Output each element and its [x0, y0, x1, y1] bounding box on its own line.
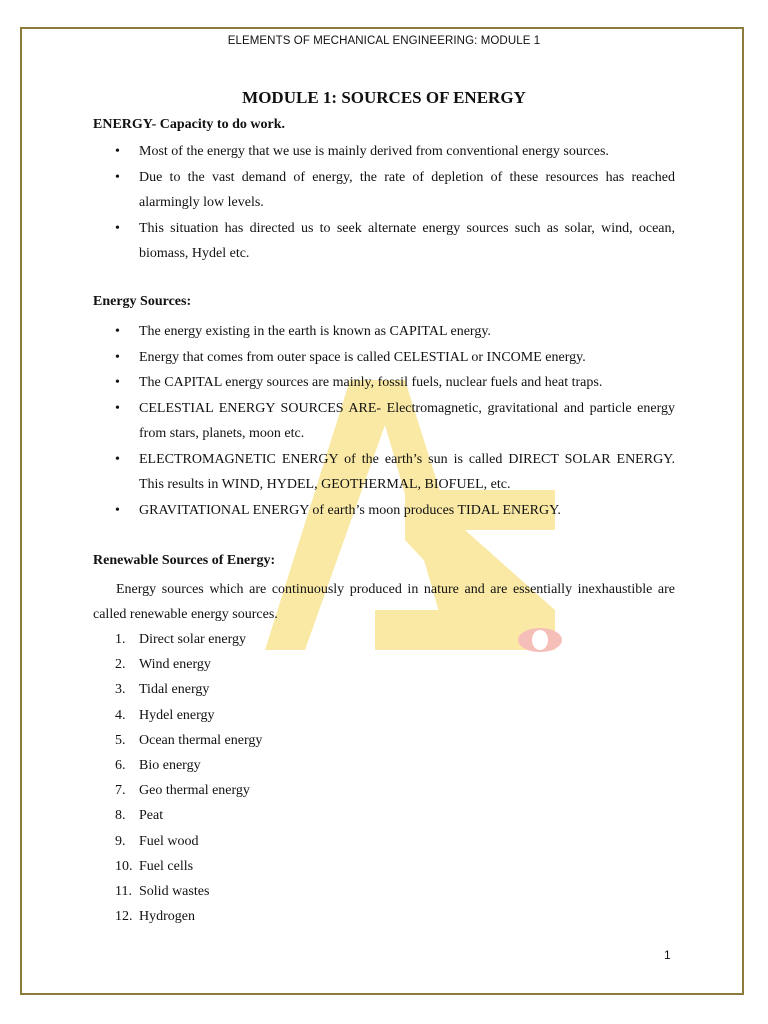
energy-sources-bullet-list — [93, 319, 675, 523]
list-item: • The CAPITAL energy sources are mainly, fossil fuels, nuclear fuels and heat traps. — [93, 370, 675, 396]
list-item: • Energy that comes from outer space is called CELESTIAL or INCOME energy. — [93, 345, 675, 371]
list-item: 11. Solid wastes — [115, 884, 210, 900]
list-item: 8. Peat — [115, 808, 164, 824]
list-item: 6. Bio energy — [115, 758, 201, 774]
list-item: 2. Wind energy — [115, 657, 211, 673]
list-item: 1. Direct solar energy — [115, 632, 247, 647]
list-item: 7. Geo thermal energy — [115, 783, 250, 799]
list-item: • Due to the vast demand of energy, the rate of depletion of these resources has reached alarmingly low levels. — [93, 165, 675, 216]
list-item: 12. Hydrogen — [115, 909, 195, 925]
page-title: MODULE 1: SOURCES OF ENERGY — [242, 88, 526, 107]
list-item: • Most of the energy that we use is mainly derived from conventional energy sources. — [93, 139, 675, 165]
running-header: ELEMENTS OF MECHANICAL ENGINEERING: MODULE 1 — [227, 35, 541, 47]
list-item: 4. Hydel energy — [115, 707, 215, 723]
section-heading-energy: ENERGY- Capacity to do work. — [93, 117, 285, 132]
list-item: • The energy existing in the earth is known as CAPITAL energy. — [93, 319, 675, 345]
list-item: 5. Ocean thermal energy — [115, 732, 263, 748]
section-heading-energy-sources: Energy Sources: — [93, 294, 192, 309]
renewable-sources-list — [93, 627, 262, 929]
list-item: • ELECTROMAGNETIC ENERGY of the earth’s sun is called DIRECT SOLAR ENERGY. This results in WIND, HYDEL, GEOTHERMAL, BIOFUEL, etc. — [93, 447, 675, 498]
renewable-definition-paragraph: Energy sources which are continuously produced in nature and are essentially inexhaustible are called renewable energy sources. — [93, 582, 675, 622]
list-item: • CELESTIAL ENERGY SOURCES ARE- Electromagnetic, gravitational and particle energy from stars, planets, moon etc. — [93, 396, 675, 447]
energy-bullet-list — [93, 139, 675, 267]
list-item: • GRAVITATIONAL ENERGY of earth’s moon produces TIDAL ENERGY. — [93, 498, 675, 524]
list-item: • This situation has directed us to seek alternate energy sources such as solar, wind, ocean, biomass, Hydel etc. — [93, 216, 675, 267]
list-item: 3. Tidal energy — [115, 682, 210, 698]
page-number: 1 — [664, 948, 671, 962]
list-item: 9. Fuel wood — [115, 833, 199, 849]
list-item: 10. Fuel cells — [115, 858, 194, 874]
section-heading-renewable: Renewable Sources of Energy: — [93, 553, 276, 568]
